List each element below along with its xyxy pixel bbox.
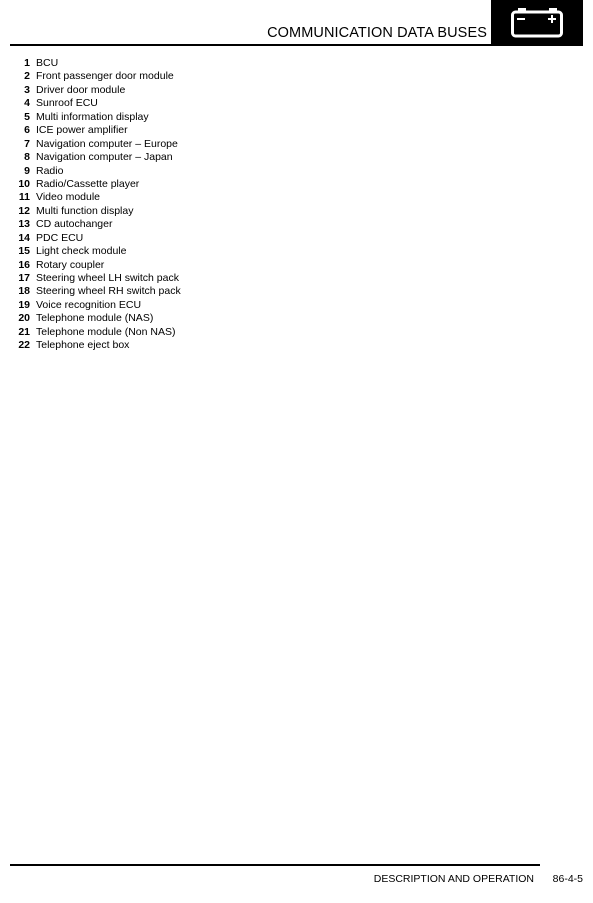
footer-section-title: DESCRIPTION AND OPERATION <box>373 873 534 885</box>
footer-divider <box>10 864 540 866</box>
item-label: Steering wheel LH switch pack <box>36 272 179 284</box>
list-item <box>10 138 181 151</box>
item-number: 19 <box>18 298 30 311</box>
section-badge <box>491 0 583 46</box>
list-item <box>10 165 181 178</box>
item-number: 14 <box>18 231 30 244</box>
header-divider <box>10 44 492 46</box>
item-number: 4 <box>24 97 30 110</box>
item-label: Steering wheel RH switch pack <box>36 285 181 298</box>
item-label: Navigation computer – Japan <box>36 151 173 164</box>
component-key-list <box>10 57 181 353</box>
item-number: 16 <box>18 258 30 271</box>
item-label: PDC ECU <box>36 231 84 244</box>
item-number: 1 <box>24 57 30 69</box>
list-item <box>10 299 181 312</box>
item-number: 13 <box>18 218 30 231</box>
item-number: 11 <box>18 191 30 204</box>
page-title: COMMUNICATION DATA BUSES <box>267 25 487 41</box>
list-item <box>10 151 181 164</box>
list-item <box>10 191 181 204</box>
item-label: Radio/Cassette player <box>36 177 140 190</box>
item-label: Multi function display <box>36 204 134 217</box>
item-label: Driver door module <box>36 83 126 96</box>
item-label: Multi information display <box>36 110 149 123</box>
item-number: 12 <box>18 204 30 217</box>
list-item <box>10 259 181 272</box>
list-item <box>10 245 181 258</box>
list-item <box>10 218 181 231</box>
item-label: CD autochanger <box>36 218 113 231</box>
list-item <box>10 70 181 83</box>
battery-icon <box>491 0 583 46</box>
item-number: 8 <box>24 151 30 164</box>
list-item <box>10 84 181 97</box>
item-label: Sunroof ECU <box>36 97 98 110</box>
list-item <box>10 232 181 245</box>
item-label: Telephone module (Non NAS) <box>36 325 176 338</box>
list-item <box>10 57 181 70</box>
list-item <box>10 272 181 285</box>
item-label: Video module <box>36 191 101 204</box>
item-label: Telephone module (NAS) <box>36 312 154 325</box>
item-label: Telephone eject box <box>36 339 130 352</box>
item-label: Rotary coupler <box>36 258 105 271</box>
item-label: Voice recognition ECU <box>36 298 142 311</box>
item-number: 22 <box>18 339 30 352</box>
item-label: Radio <box>36 164 64 177</box>
list-item <box>10 97 181 110</box>
item-number: 2 <box>24 70 30 83</box>
item-number: 10 <box>18 177 30 190</box>
list-item <box>10 312 181 325</box>
item-number: 17 <box>18 272 30 284</box>
item-number: 21 <box>18 325 30 338</box>
item-number: 18 <box>18 285 30 298</box>
page-number: 86-4-5 <box>552 873 583 885</box>
item-label: Front passenger door module <box>36 70 174 83</box>
item-number: 6 <box>24 124 30 137</box>
list-item <box>10 111 181 124</box>
list-item <box>10 326 181 339</box>
item-number: 9 <box>24 164 30 177</box>
item-number: 15 <box>18 245 30 258</box>
item-number: 20 <box>18 312 30 325</box>
item-label: Navigation computer – Europe <box>36 137 178 150</box>
list-item <box>10 285 181 298</box>
list-item <box>10 124 181 137</box>
list-item <box>10 339 181 352</box>
item-number: 7 <box>24 137 30 150</box>
item-label: ICE power amplifier <box>36 124 128 137</box>
item-label: Light check module <box>36 245 127 258</box>
item-label: BCU <box>36 57 59 69</box>
list-item <box>10 178 181 191</box>
list-item <box>10 205 181 218</box>
item-number: 5 <box>24 110 30 123</box>
item-number: 3 <box>24 83 30 96</box>
